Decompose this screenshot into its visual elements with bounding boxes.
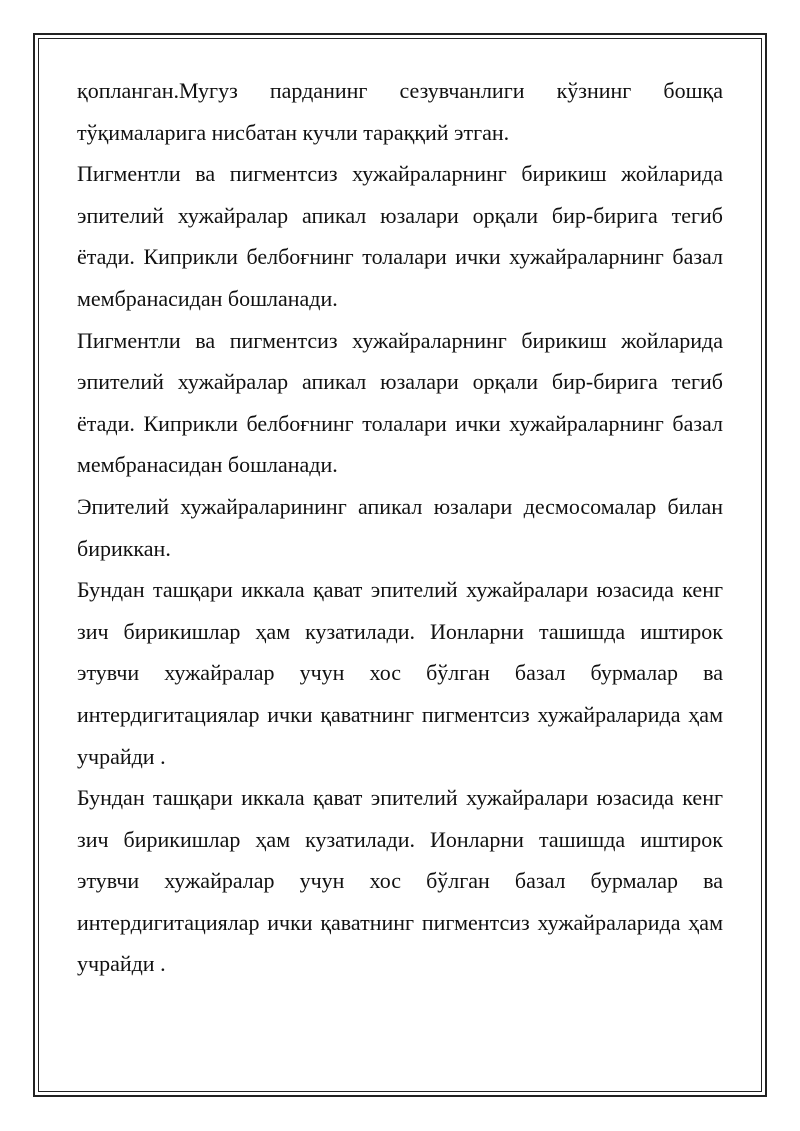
paragraph: Пигментли ва пигментсиз хужайраларнинг бирикиш жойларида эпителий хужайралар апикал юзалари орқали бир-бирига тегиб ётади. Киприкли белбоғнинг толалари ички хужайраларнинг базал мембранасидан бошланади. <box>77 161 723 311</box>
paragraph: Бундан ташқари иккала қават эпителий хужайралари юзасида кенг зич бирикишлар ҳам кузатилади. Ионларни ташишда иштирок этувчи хужайралар учун хос бўлган базал бурмалар ва интердигитациялар ички қаватнинг пигментсиз хужайраларида ҳам учрайди . <box>77 785 723 977</box>
paragraph: Бундан ташқари иккала қават эпителий хужайралари юзасида кенг зич бирикишлар ҳам кузатилади. Ионларни ташишда иштирок этувчи хужайралар учун хос бўлган базал бурмалар ва интердигитациялар ички қаватнинг пигментсиз хужайраларида ҳам учрайди . <box>77 577 723 769</box>
paragraph: Эпителий хужайраларининг апикал юзалари десмосомалар билан бириккан. <box>77 493 723 561</box>
paragraph: Пигментли ва пигментсиз хужайраларнинг бирикиш жойларида эпителий хужайралар апикал юзалари орқали бир-бирига тегиб ётади. Киприкли белбоғнинг толалари ички хужайраларнинг базал мембранасидан бошланади. <box>77 327 723 478</box>
paragraph: қопланган.Мугуз парданинг сезувчанлиги кўзнинг бошқа тўқималарига нисбатан кучли тараққий этган. <box>77 78 723 145</box>
document-body <box>77 70 723 985</box>
